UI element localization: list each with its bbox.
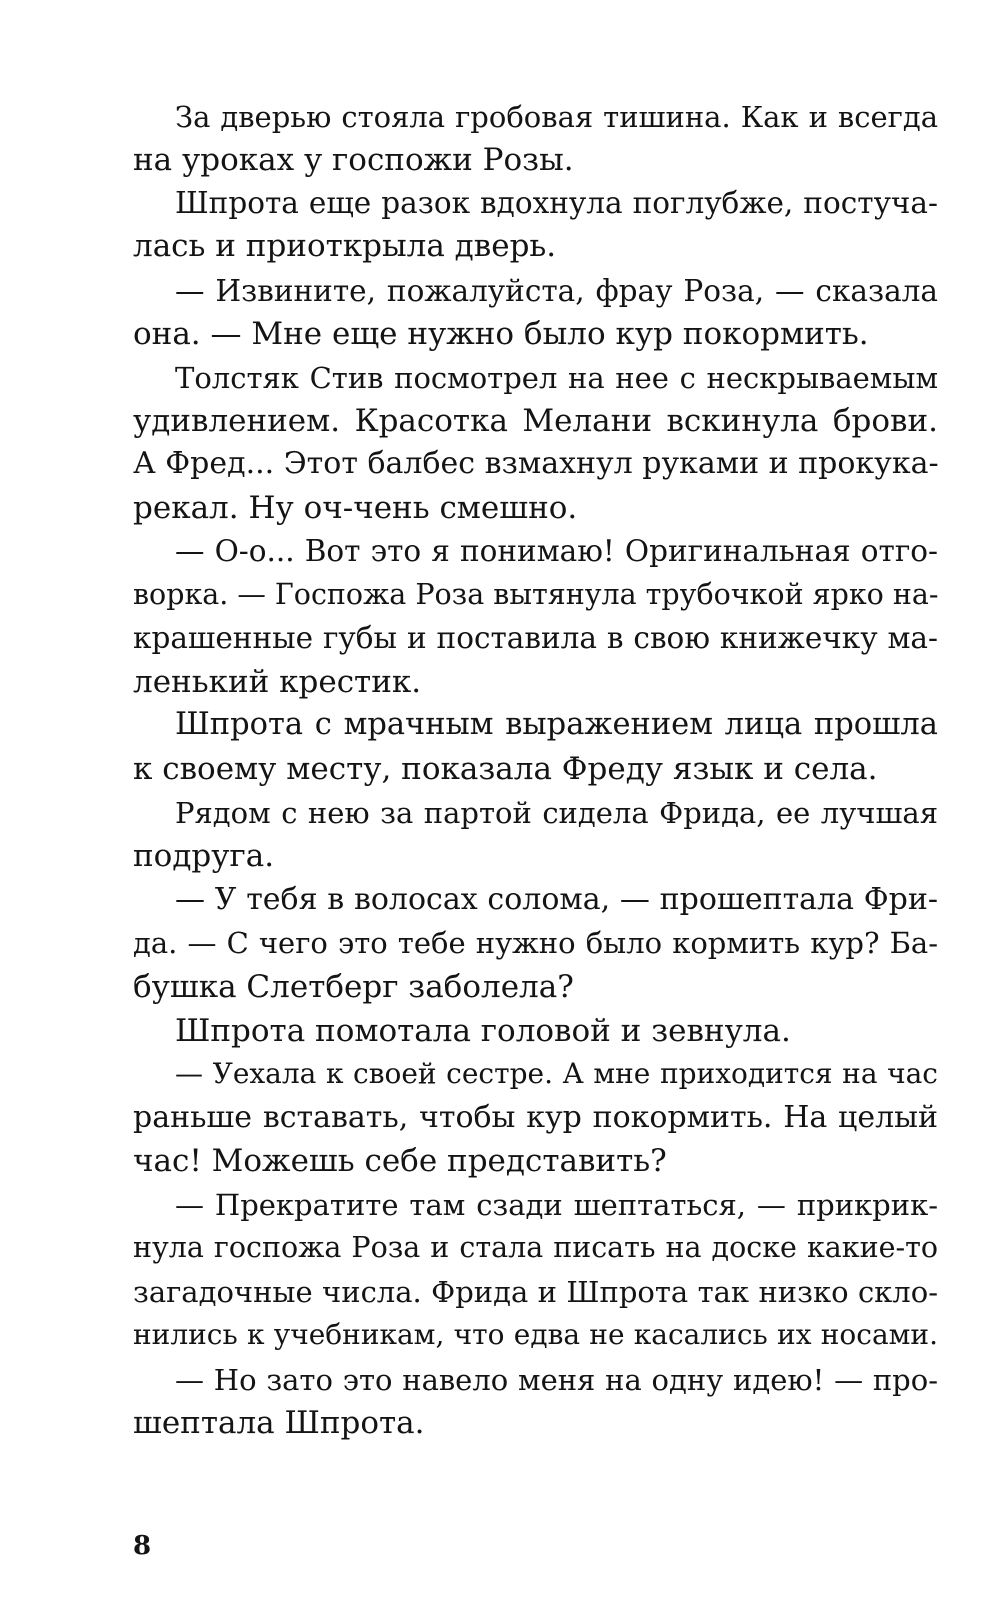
text-line: — Прекратите там сзади шептаться, — прикрик- — [175, 1188, 938, 1222]
text-line: ленький крестик. — [133, 664, 422, 700]
page-number: 8 — [133, 1531, 152, 1561]
text-line: она. — Мне еще нужно было кур покормить. — [133, 316, 869, 352]
text-line: удивлением. Красотка Мелани вскинула брови. — [133, 403, 938, 439]
text-line: загадочные числа. Фрида и Шпрота так низко скло- — [133, 1275, 938, 1309]
text-line: Толстяк Стив посмотрел на нее с нескрываемым — [175, 361, 938, 395]
text-line: подруга. — [133, 838, 275, 874]
text-line: — Но зато это навело меня на одну идею! — про- — [175, 1363, 938, 1397]
text-line: Шпрота с мрачным выражением лица прошла — [175, 707, 938, 742]
text-line: крашенные губы и поставила в свою книжечку ма- — [133, 621, 938, 655]
text-line: бушка Слетберг заболела? — [133, 969, 574, 1005]
text-line: — О-о... Вот это я понимаю! Оригинальная отго- — [175, 534, 938, 568]
text-line: Шпрота еще разок вдохнула поглубже, постуча- — [175, 186, 938, 220]
text-line: лась и приоткрыла дверь. — [133, 228, 557, 264]
text-line: ворка. — Госпожа Роза вытянула трубочкой ярко на- — [133, 578, 939, 611]
text-line: да. — С чего это тебе нужно было кормить кур? Ба- — [133, 926, 938, 960]
text-line: на уроках у госпожи Розы. — [133, 142, 574, 178]
text-line: — Уехала к своей сестре. А мне приходится на час — [175, 1057, 938, 1090]
text-line: к своему месту, показала Фреду язык и села. — [133, 751, 878, 787]
text-line: А Фред... Этот балбес взмахнул руками и прокука- — [133, 446, 939, 481]
text-line: Рядом с нею за партой сидела Фрида, ее лучшая — [175, 796, 938, 830]
text-line: раньше вставать, чтобы кур покормить. На целый — [133, 1100, 938, 1135]
text-line: нились к учебникам, что едва не касались их носами. — [133, 1318, 938, 1351]
text-line: — У тебя в волосах солома, — прошептала Фри- — [175, 882, 938, 917]
text-line: нула госпожа Роза и стала писать на доске какие-то — [133, 1231, 938, 1264]
text-line: рекал. Ну оч-чень смешно. — [133, 490, 578, 526]
text-line: шептала Шпрота. — [133, 1405, 425, 1441]
text-line: Шпрота помотала головой и зевнула. — [175, 1013, 791, 1049]
text-line: За дверью стояла гробовая тишина. Как и всегда — [175, 100, 938, 134]
text-line: — Извините, пожалуйста, фрау Роза, — сказала — [175, 274, 938, 308]
text-line: час! Можешь себе представить? — [133, 1143, 667, 1179]
